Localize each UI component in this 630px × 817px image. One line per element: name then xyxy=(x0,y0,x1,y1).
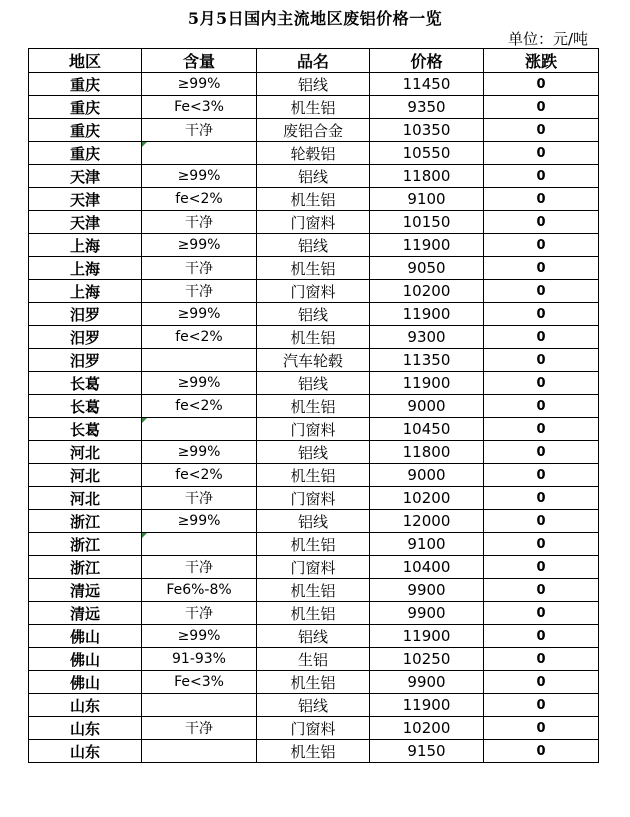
content-cell: ≥99% xyxy=(142,73,257,96)
table-row xyxy=(29,671,599,694)
product-cell: 门窗料 xyxy=(257,418,370,441)
table-row xyxy=(29,717,599,740)
content-cell: fe<2% xyxy=(142,326,257,349)
content-cell: 干净 xyxy=(142,280,257,303)
region-cell: 清远 xyxy=(29,602,142,625)
page-title: 5月5日国内主流地区废铝价格一览 xyxy=(187,9,443,28)
product-cell: 铝线 xyxy=(257,165,370,188)
table-row xyxy=(29,395,599,418)
table-row xyxy=(29,372,599,395)
change-cell: 0 xyxy=(484,556,599,579)
region-cell: 汨罗 xyxy=(29,303,142,326)
change-cell: 0 xyxy=(484,372,599,395)
region-cell: 重庆 xyxy=(29,73,142,96)
product-cell: 机生铝 xyxy=(257,671,370,694)
content-cell: ≥99% xyxy=(142,303,257,326)
price-cell: 10150 xyxy=(370,211,484,234)
change-cell: 0 xyxy=(484,648,599,671)
table-row xyxy=(29,326,599,349)
content-cell: ≥99% xyxy=(142,372,257,395)
region-cell: 山东 xyxy=(29,694,142,717)
change-cell: 0 xyxy=(484,740,599,763)
content-cell: 干净 xyxy=(142,119,257,142)
product-cell: 铝线 xyxy=(257,694,370,717)
content-cell: 干净 xyxy=(142,556,257,579)
price-cell: 9150 xyxy=(370,740,484,763)
product-cell: 机生铝 xyxy=(257,395,370,418)
product-cell: 机生铝 xyxy=(257,188,370,211)
table-row xyxy=(29,96,599,119)
region-cell: 河北 xyxy=(29,441,142,464)
price-cell: 11900 xyxy=(370,372,484,395)
table-row xyxy=(29,533,599,556)
header-product: 品名 xyxy=(257,49,370,73)
product-cell: 机生铝 xyxy=(257,326,370,349)
table-row xyxy=(29,349,599,372)
product-cell: 门窗料 xyxy=(257,280,370,303)
product-cell: 铝线 xyxy=(257,510,370,533)
content-cell: ≥99% xyxy=(142,165,257,188)
header-content: 含量 xyxy=(142,49,257,73)
product-cell: 门窗料 xyxy=(257,717,370,740)
product-cell: 铝线 xyxy=(257,441,370,464)
product-cell: 铝线 xyxy=(257,234,370,257)
product-cell: 废铝合金 xyxy=(257,119,370,142)
region-cell: 上海 xyxy=(29,257,142,280)
price-cell: 11900 xyxy=(370,303,484,326)
change-cell: 0 xyxy=(484,510,599,533)
product-cell: 轮毂铝 xyxy=(257,142,370,165)
content-cell xyxy=(142,740,257,763)
price-cell: 10200 xyxy=(370,280,484,303)
change-cell: 0 xyxy=(484,73,599,96)
region-cell: 汨罗 xyxy=(29,326,142,349)
change-cell: 0 xyxy=(484,96,599,119)
table-row xyxy=(29,441,599,464)
table-row xyxy=(29,234,599,257)
region-cell: 浙江 xyxy=(29,556,142,579)
header-region: 地区 xyxy=(29,49,142,73)
product-cell: 机生铝 xyxy=(257,257,370,280)
region-cell: 河北 xyxy=(29,464,142,487)
product-cell: 机生铝 xyxy=(257,579,370,602)
table-row xyxy=(29,740,599,763)
change-cell: 0 xyxy=(484,119,599,142)
price-cell: 12000 xyxy=(370,510,484,533)
content-cell: 91-93% xyxy=(142,648,257,671)
price-cell: 10450 xyxy=(370,418,484,441)
change-cell: 0 xyxy=(484,487,599,510)
region-cell: 汨罗 xyxy=(29,349,142,372)
region-cell: 天津 xyxy=(29,211,142,234)
change-cell: 0 xyxy=(484,395,599,418)
region-cell: 山东 xyxy=(29,740,142,763)
change-cell: 0 xyxy=(484,326,599,349)
content-cell: fe<2% xyxy=(142,464,257,487)
header-price: 价格 xyxy=(370,49,484,73)
region-cell: 浙江 xyxy=(29,510,142,533)
content-cell: 干净 xyxy=(142,602,257,625)
content-cell: fe<2% xyxy=(142,395,257,418)
table-row xyxy=(29,280,599,303)
table-row xyxy=(29,119,599,142)
content-cell: 干净 xyxy=(142,211,257,234)
region-cell: 佛山 xyxy=(29,671,142,694)
cell-comment-marker xyxy=(142,142,147,147)
product-cell: 机生铝 xyxy=(257,533,370,556)
price-cell: 11800 xyxy=(370,165,484,188)
region-cell: 清远 xyxy=(29,579,142,602)
change-cell: 0 xyxy=(484,671,599,694)
change-cell: 0 xyxy=(484,257,599,280)
table-row xyxy=(29,211,599,234)
table-row xyxy=(29,648,599,671)
region-cell: 山东 xyxy=(29,717,142,740)
table-row xyxy=(29,142,599,165)
table-row xyxy=(29,73,599,96)
region-cell: 长葛 xyxy=(29,418,142,441)
region-cell: 重庆 xyxy=(29,142,142,165)
cell-comment-marker xyxy=(142,418,147,423)
content-cell: ≥99% xyxy=(142,510,257,533)
price-cell: 9050 xyxy=(370,257,484,280)
content-cell: 干净 xyxy=(142,257,257,280)
product-cell: 机生铝 xyxy=(257,740,370,763)
product-cell: 铝线 xyxy=(257,372,370,395)
content-cell xyxy=(142,142,257,165)
change-cell: 0 xyxy=(484,625,599,648)
price-cell: 9350 xyxy=(370,96,484,119)
price-cell: 10400 xyxy=(370,556,484,579)
price-cell: 11450 xyxy=(370,73,484,96)
table-row xyxy=(29,303,599,326)
price-cell: 9000 xyxy=(370,395,484,418)
content-cell: Fe<3% xyxy=(142,96,257,119)
product-cell: 铝线 xyxy=(257,625,370,648)
content-cell xyxy=(142,418,257,441)
region-cell: 浙江 xyxy=(29,533,142,556)
change-cell: 0 xyxy=(484,349,599,372)
region-cell: 佛山 xyxy=(29,625,142,648)
price-cell: 11900 xyxy=(370,694,484,717)
price-cell: 9300 xyxy=(370,326,484,349)
change-cell: 0 xyxy=(484,533,599,556)
content-cell xyxy=(142,694,257,717)
change-cell: 0 xyxy=(484,280,599,303)
change-cell: 0 xyxy=(484,188,599,211)
cell-comment-marker xyxy=(142,533,147,538)
header-row xyxy=(29,49,599,73)
product-cell: 生铝 xyxy=(257,648,370,671)
price-table xyxy=(28,48,599,763)
region-cell: 长葛 xyxy=(29,395,142,418)
header-change: 涨跌 xyxy=(484,49,599,73)
content-cell: ≥99% xyxy=(142,234,257,257)
change-cell: 0 xyxy=(484,234,599,257)
region-cell: 长葛 xyxy=(29,372,142,395)
region-cell: 河北 xyxy=(29,487,142,510)
product-cell: 铝线 xyxy=(257,303,370,326)
table-row xyxy=(29,188,599,211)
region-cell: 佛山 xyxy=(29,648,142,671)
price-cell: 11800 xyxy=(370,441,484,464)
change-cell: 0 xyxy=(484,441,599,464)
content-cell xyxy=(142,533,257,556)
price-cell: 10200 xyxy=(370,487,484,510)
product-cell: 机生铝 xyxy=(257,464,370,487)
product-cell: 机生铝 xyxy=(257,602,370,625)
price-cell: 9900 xyxy=(370,579,484,602)
table-row xyxy=(29,257,599,280)
change-cell: 0 xyxy=(484,694,599,717)
price-cell: 10350 xyxy=(370,119,484,142)
price-cell: 11900 xyxy=(370,625,484,648)
table-row xyxy=(29,602,599,625)
change-cell: 0 xyxy=(484,717,599,740)
table-row xyxy=(29,165,599,188)
change-cell: 0 xyxy=(484,464,599,487)
content-cell: fe<2% xyxy=(142,188,257,211)
price-cell: 11900 xyxy=(370,234,484,257)
price-cell: 10250 xyxy=(370,648,484,671)
product-cell: 门窗料 xyxy=(257,556,370,579)
table-row xyxy=(29,464,599,487)
table-row xyxy=(29,556,599,579)
price-cell: 10200 xyxy=(370,717,484,740)
content-cell: Fe<3% xyxy=(142,671,257,694)
table-row xyxy=(29,579,599,602)
product-cell: 机生铝 xyxy=(257,96,370,119)
price-cell: 9000 xyxy=(370,464,484,487)
product-cell: 汽车轮毂 xyxy=(257,349,370,372)
content-cell: 干净 xyxy=(142,717,257,740)
region-cell: 天津 xyxy=(29,165,142,188)
region-cell: 上海 xyxy=(29,280,142,303)
region-cell: 重庆 xyxy=(29,96,142,119)
change-cell: 0 xyxy=(484,303,599,326)
region-cell: 天津 xyxy=(29,188,142,211)
price-cell: 9100 xyxy=(370,188,484,211)
price-cell: 9100 xyxy=(370,533,484,556)
content-cell: Fe6%-8% xyxy=(142,579,257,602)
change-cell: 0 xyxy=(484,418,599,441)
content-cell: ≥99% xyxy=(142,625,257,648)
change-cell: 0 xyxy=(484,165,599,188)
product-cell: 门窗料 xyxy=(257,211,370,234)
price-cell: 10550 xyxy=(370,142,484,165)
table-row xyxy=(29,418,599,441)
table-row xyxy=(29,625,599,648)
content-cell: ≥99% xyxy=(142,441,257,464)
region-cell: 上海 xyxy=(29,234,142,257)
price-cell: 11350 xyxy=(370,349,484,372)
change-cell: 0 xyxy=(484,142,599,165)
table-row xyxy=(29,487,599,510)
change-cell: 0 xyxy=(484,211,599,234)
change-cell: 0 xyxy=(484,579,599,602)
unit-label: 单位：元/吨 xyxy=(507,30,588,48)
product-cell: 门窗料 xyxy=(257,487,370,510)
table-row xyxy=(29,510,599,533)
price-cell: 9900 xyxy=(370,602,484,625)
price-cell: 9900 xyxy=(370,671,484,694)
product-cell: 铝线 xyxy=(257,73,370,96)
content-cell xyxy=(142,349,257,372)
content-cell: 干净 xyxy=(142,487,257,510)
region-cell: 重庆 xyxy=(29,119,142,142)
table-row xyxy=(29,694,599,717)
change-cell: 0 xyxy=(484,602,599,625)
